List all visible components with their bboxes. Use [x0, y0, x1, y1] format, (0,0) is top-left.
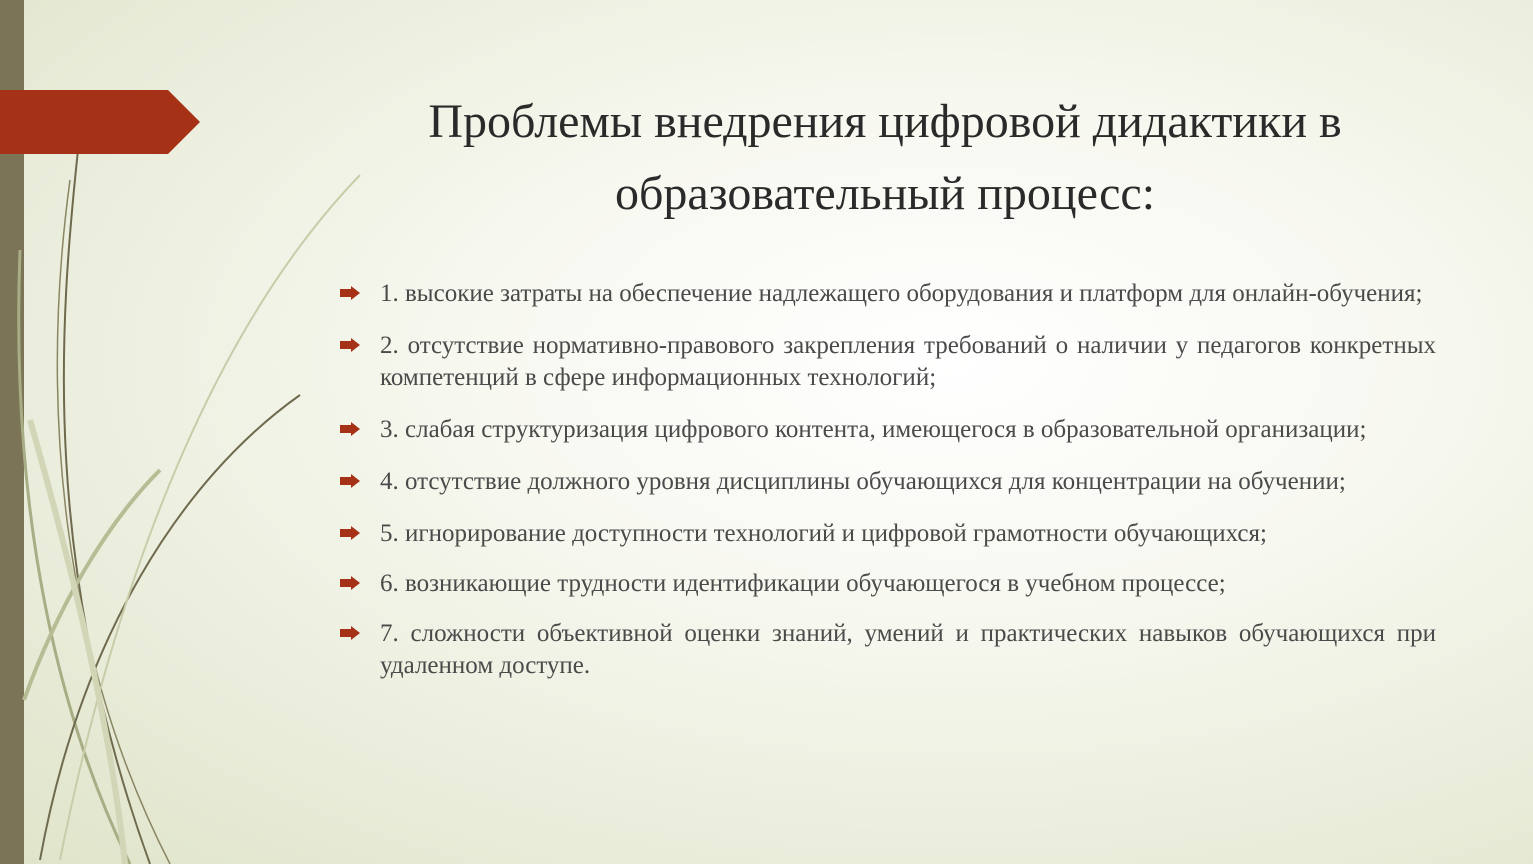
arrow-bullet-icon	[340, 526, 360, 540]
list-item-text: 6. возникающие трудности идентификации обучающегося в учебном процессе;	[380, 570, 1226, 597]
arrow-bullet-icon	[340, 626, 360, 640]
list-item	[340, 618, 1436, 682]
list-item-text: 5. игнорирование доступности технологий и цифровой грамотности обучающихся;	[380, 520, 1267, 547]
arrow-bullet-icon	[340, 576, 360, 590]
list-item	[340, 414, 1436, 446]
list-item-text: 2. отсутствие нормативно-правового закрепления требований о наличии у педагогов конкретных компетенций в сфере информационных технологий;	[380, 332, 1436, 391]
list-item	[340, 330, 1436, 394]
list-item-text: 4. отсутствие должного уровня дисциплины обучающихся для концентрации на обучении;	[380, 468, 1346, 495]
arrow-bullet-icon	[340, 286, 360, 300]
list-item	[340, 568, 1436, 600]
list-item-text: 7. сложности объективной оценки знаний, умений и практических навыков обучающихся при удаленном доступе.	[380, 620, 1436, 679]
list-item	[340, 278, 1436, 310]
list-item-text: 1. высокие затраты на обеспечение надлежащего оборудования и платформ для онлайн-обучения;	[380, 280, 1423, 307]
arrow-bullet-icon	[340, 338, 360, 352]
title-accent-arrow	[0, 90, 200, 154]
problems-list	[340, 278, 1436, 702]
list-item-text: 3. слабая структуризация цифрового контента, имеющегося в образовательной организации;	[380, 416, 1367, 443]
list-item	[340, 518, 1436, 550]
slide-title: Проблемы внедрения цифровой дидактики в образовательный процесс:	[428, 95, 1342, 220]
arrow-bullet-icon	[340, 422, 360, 436]
arrow-bullet-icon	[340, 474, 360, 488]
list-item	[340, 466, 1436, 498]
